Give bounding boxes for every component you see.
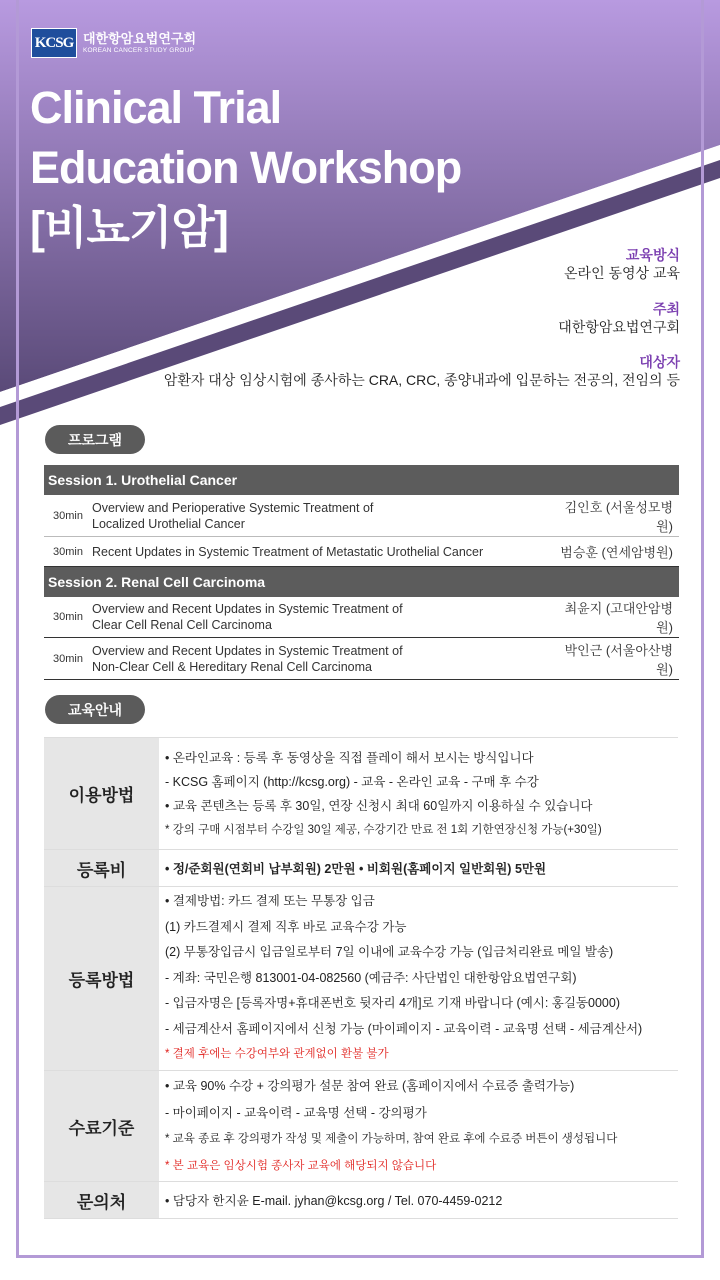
completion-line: • 교육 90% 수강 + 강의평가 설문 참여 완료 (홈페이지에서 수료증 출력가능)	[165, 1079, 575, 1093]
page-title	[30, 78, 461, 258]
talk-title: Overview and Perioperative Systemic Treatment of Localized Urothelial Cancer	[92, 500, 374, 531]
usage-label: 이용방법	[44, 738, 159, 849]
register-label: 등록방법	[44, 887, 159, 1070]
register-line: - 입금자명은 [등록자명+휴대폰번호 뒷자리 4개]로 기재 바랍니다 (예시: 홍길동0000)	[165, 996, 621, 1011]
completion-note: * 교육 종료 후 강의평가 작성 및 제출이 가능하며, 참여 완료 후에 수료증 버튼이 생성됩니다	[165, 1133, 618, 1145]
fee-label: 등록비	[44, 850, 159, 886]
usage-line: • 교육 콘텐츠는 등록 후 30일, 연장 신청시 최대 60일까지 이용하실 수 있습니다	[165, 798, 593, 813]
talk-row	[44, 638, 679, 680]
usage-line: • 온라인교육 : 등록 후 동영상을 직접 플레이 해서 보시는 방식입니다	[165, 750, 534, 765]
completion-label: 수료기준	[44, 1071, 159, 1181]
info-host	[558, 300, 680, 337]
talk-speaker: 김인호 (서울성모병원)	[564, 499, 673, 534]
target-value: 암환자 대상 임상시험에 종사하는 CRA, CRC, 종양내과에 입문하는 전공의, 전임의 등	[163, 372, 680, 388]
guide-row-register	[44, 886, 678, 1070]
talk-duration: 30min	[53, 611, 83, 623]
register-line: - 계좌: 국민은행 813001-04-082560 (예금주: 사단법인 대한항암요법연구회)	[165, 970, 577, 985]
talk-speaker: 범승훈 (연세암병원)	[560, 545, 673, 560]
guide-row-usage	[44, 737, 678, 849]
contact-label: 문의처	[44, 1182, 159, 1218]
org-name-kr: 대한항암요법연구회	[83, 31, 197, 46]
talk-duration: 30min	[53, 509, 83, 522]
talk-row	[44, 597, 679, 638]
talk-row	[44, 537, 679, 567]
register-line: (1) 카드결제시 결제 직후 바로 교육수강 가능	[165, 919, 407, 934]
register-line: - 세금계산서 홈페이지에서 신청 가능 (마이페이지 - 교육이력 - 교육명 선택 - 세금계산서)	[165, 1021, 643, 1036]
method-label: 교육방식	[625, 247, 680, 263]
talk-speaker: 박인근 (서울아산병원)	[564, 642, 673, 677]
talk-title: Overview and Recent Updates in Systemic Treatment of Clear Cell Renal Cell Carcinoma	[92, 602, 403, 632]
guide-row-completion	[44, 1070, 678, 1181]
guide-table	[44, 737, 678, 1219]
kcsg-logo	[31, 28, 196, 58]
guide-pill: 교육안내	[45, 695, 145, 724]
host-label: 주최	[652, 301, 680, 317]
guide-row-contact	[44, 1181, 678, 1219]
info-target	[164, 353, 680, 390]
org-name-en: KOREAN CANCER STUDY GROUP	[83, 47, 195, 54]
talk-duration: 30min	[53, 545, 83, 558]
talk-speaker: 최윤지 (고대안암병원)	[564, 601, 673, 635]
guide-row-fee	[44, 849, 678, 886]
fee-line: • 정/준회원(연회비 납부회원) 2만원 • 비회원(홈페이지 일반회원) 5만원	[165, 862, 547, 876]
talk-title: Recent Updates in Systemic Treatment of Metastatic Urothelial Cancer	[92, 544, 484, 559]
usage-note: * 강의 구매 시점부터 수강일 30일 제공, 수강기간 만료 전 1회 기한연장신청 가능(+30일)	[165, 823, 602, 836]
talk-row	[44, 495, 679, 537]
program-schedule	[44, 465, 679, 680]
title-line-3: [비뇨기암]	[30, 202, 228, 253]
talk-duration: 30min	[53, 652, 83, 665]
contact-line: • 담당자 한지윤 E-mail. jyhan@kcsg.org / Tel. 070-4459-0212	[165, 1194, 503, 1208]
register-line: • 결제방법: 카드 결제 또는 무통장 입금	[165, 894, 375, 909]
completion-line: - 마이페이지 - 교육이력 - 교육명 선택 - 강의평가	[165, 1105, 427, 1120]
register-warning: * 결제 후에는 수강여부와 관계없이 환불 불가	[165, 1048, 389, 1061]
target-label: 대상자	[639, 354, 680, 370]
register-line: (2) 무통장입금시 입금일로부터 7일 이내에 교육수강 가능 (입금처리완료 메일 발송)	[165, 945, 614, 960]
talk-title: Overview and Recent Updates in Systemic Treatment of Non-Clear Cell & Hereditary Renal Cell Carcinoma	[92, 643, 403, 674]
session-header: Session 1. Urothelial Cancer	[44, 465, 679, 495]
usage-line: - KCSG 홈페이지 (http://kcsg.org) - 교육 - 온라인 교육 - 구매 후 수강	[165, 774, 539, 789]
completion-warning: * 본 교육은 임상시험 종사자 교육에 해당되지 않습니다	[165, 1159, 437, 1172]
host-value: 대한항암요법연구회	[558, 319, 680, 335]
title-line-2: Education Workshop	[30, 142, 462, 193]
title-line-1: Clinical Trial	[30, 82, 282, 133]
session-header: Session 2. Renal Cell Carcinoma	[44, 567, 679, 597]
program-pill: 프로그램	[45, 425, 145, 454]
info-method	[564, 246, 680, 283]
method-value: 온라인 동영상 교육	[564, 265, 680, 281]
logo-mark: KCSG	[31, 28, 77, 58]
